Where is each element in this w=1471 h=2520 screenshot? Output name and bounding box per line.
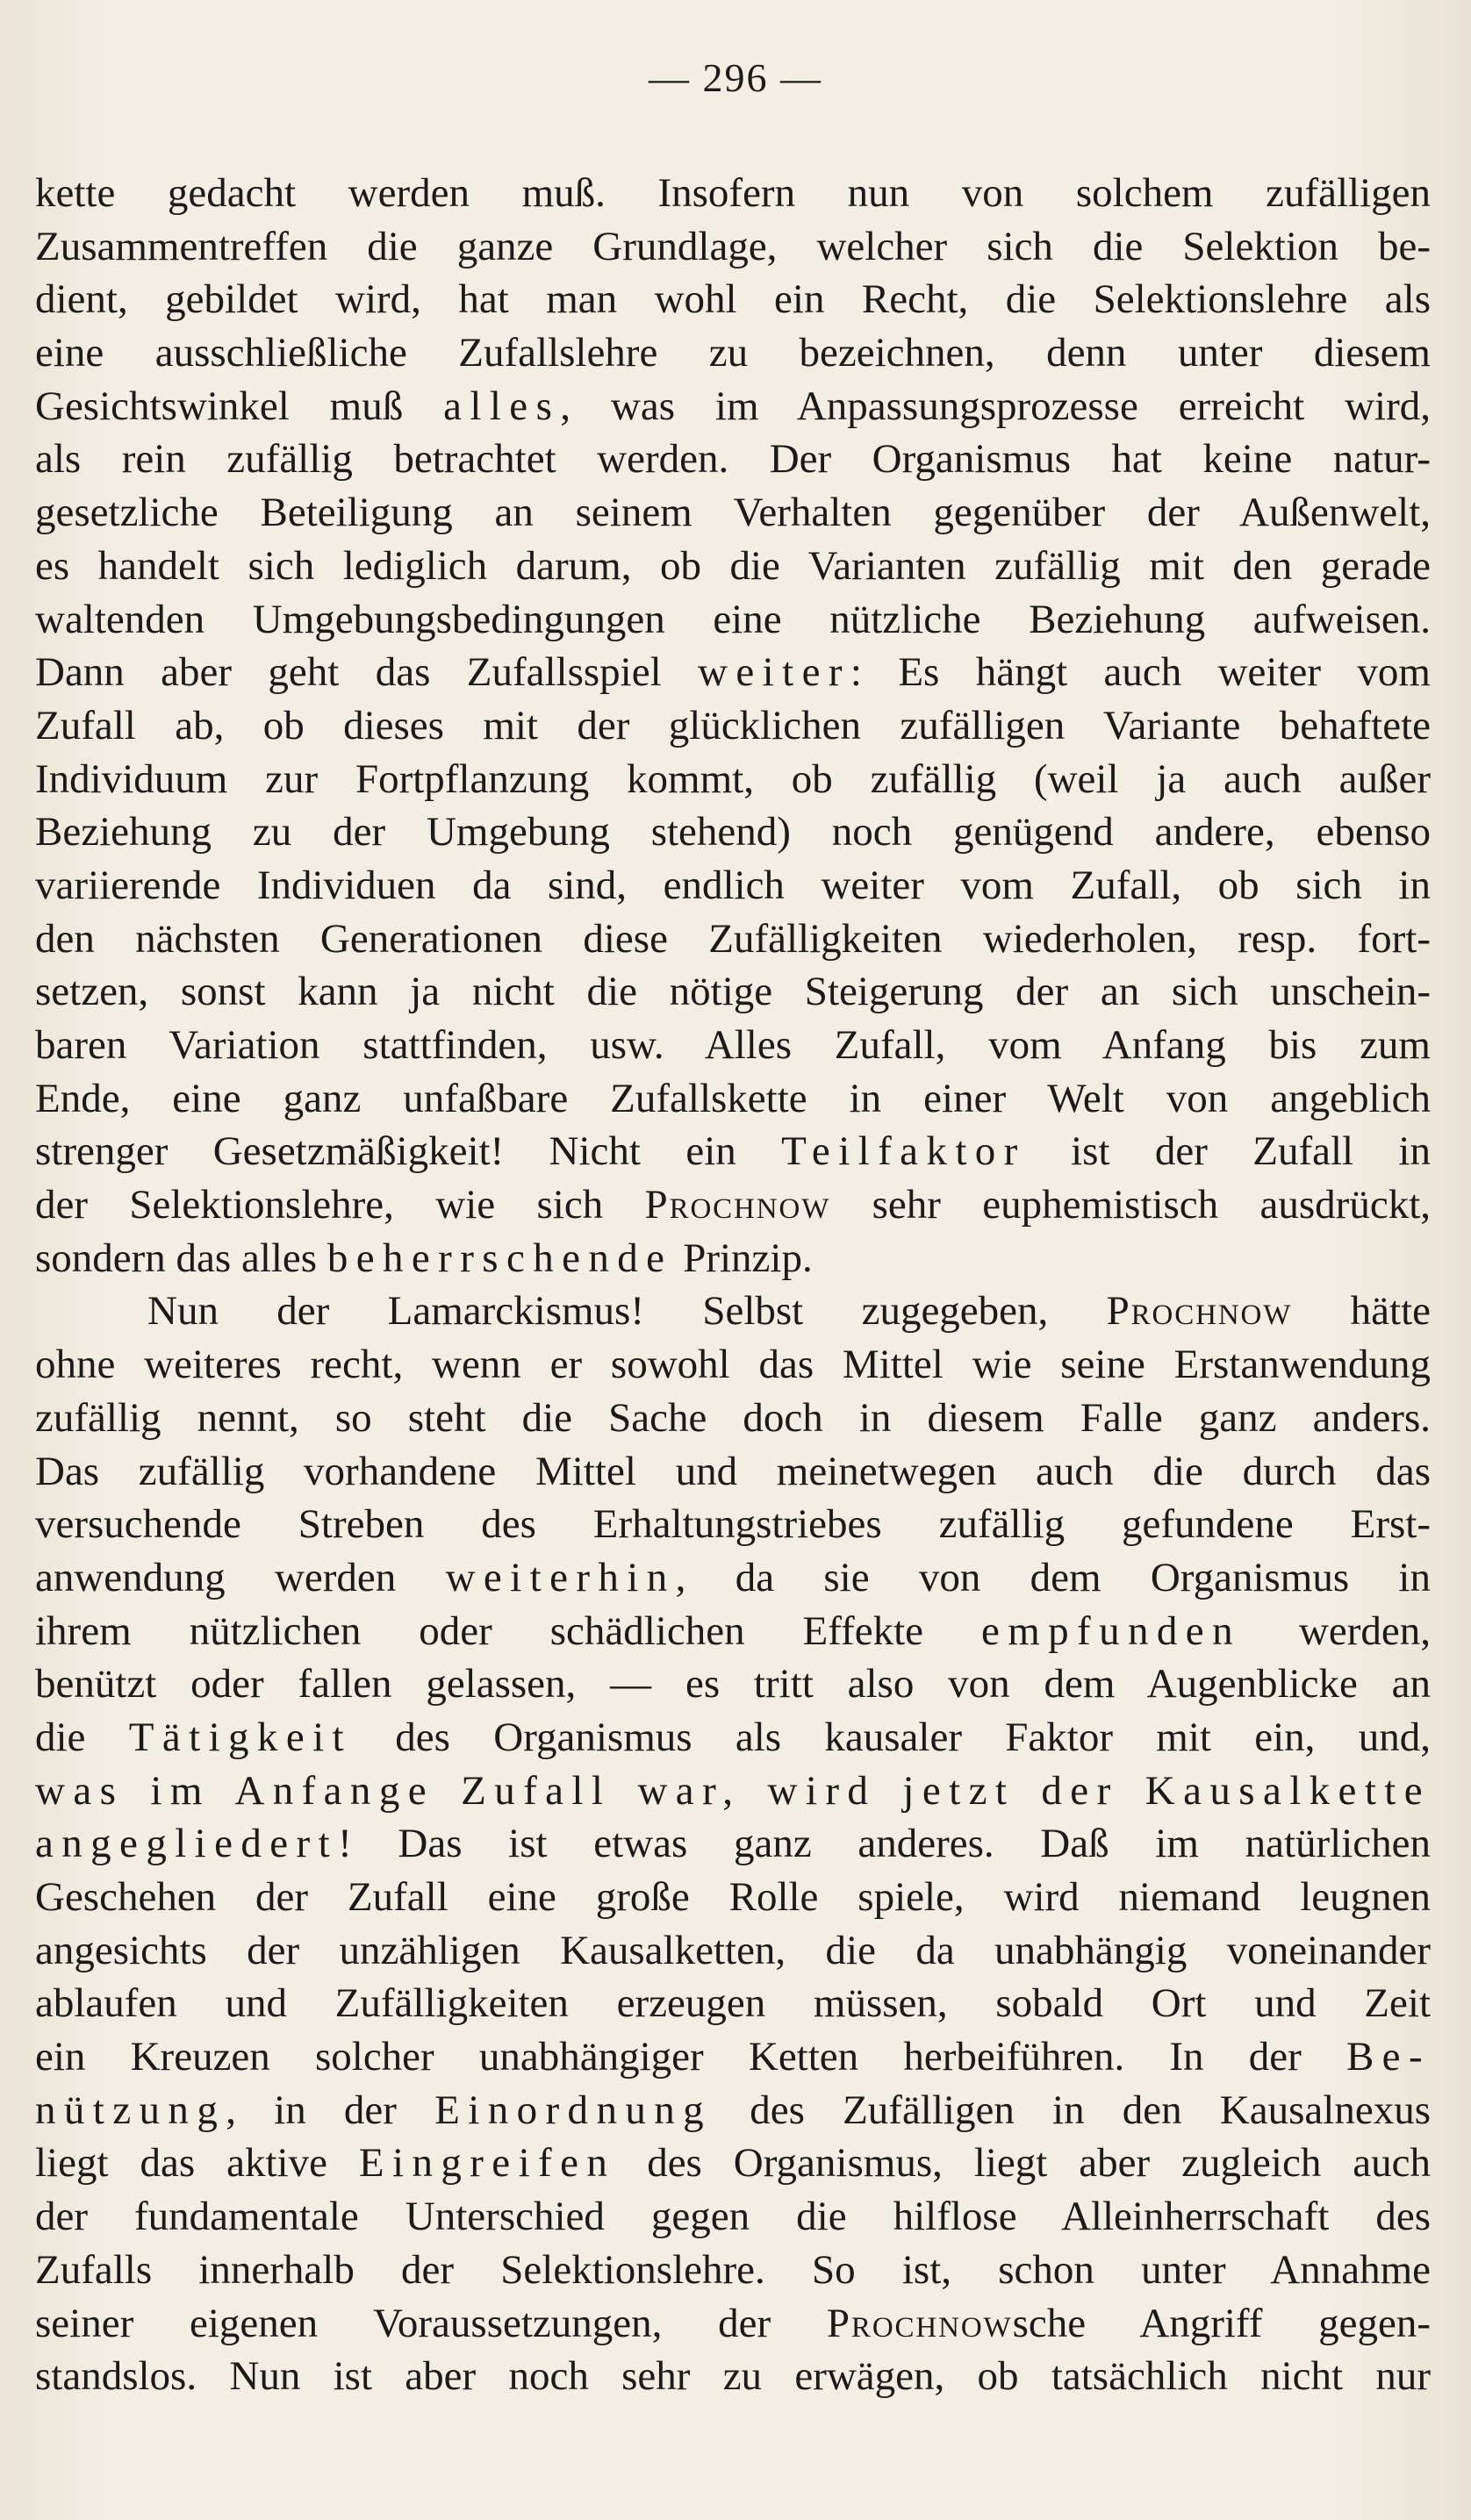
text-run: waltenden Umgebungsbedingungen eine nützliche Beziehung aufweisen. bbox=[35, 596, 1431, 642]
text-line bbox=[35, 1657, 1431, 1711]
text-line bbox=[35, 753, 1431, 806]
text-run: die bbox=[35, 1714, 129, 1760]
text-run: angesichts der unzähligen Kausalketten, die da unabhängig voneinander bbox=[35, 1927, 1431, 1973]
text-line bbox=[35, 433, 1431, 486]
text-line bbox=[35, 273, 1431, 326]
text-run: , da sie von dem Organismus in bbox=[675, 1554, 1431, 1600]
author-name: Prochnow bbox=[1106, 1288, 1293, 1335]
text-run: sche Angriff gegen- bbox=[1012, 2300, 1431, 2346]
text-line bbox=[35, 1977, 1431, 2030]
spaced-emphasis: Teilfaktor bbox=[781, 1128, 1026, 1175]
spaced-emphasis: nützung bbox=[35, 2087, 226, 2133]
text-run: Individuum zur Fortpflanzung kommt, ob zufällig (weil ja auch außer bbox=[35, 755, 1431, 802]
spaced-emphasis: Eingreifen bbox=[358, 2140, 616, 2187]
text-run: eine ausschließliche Zufallslehre zu bezeichnen, denn unter diesem bbox=[35, 330, 1431, 376]
text-run: den nächsten Generationen diese Zufälligkeiten wiederholen, resp. fort- bbox=[35, 915, 1431, 962]
text-line bbox=[35, 699, 1431, 753]
text-line bbox=[35, 2297, 1431, 2351]
text-run: anwendung werden bbox=[35, 1554, 446, 1600]
text-run: ohne weiteres recht, wenn er sowohl das Mittel wie seine Erstanwendung bbox=[35, 1342, 1431, 1388]
text-line bbox=[35, 913, 1431, 966]
text-run: gesetzliche Beteiligung an seinem Verhalten gegenüber der Außenwelt, bbox=[35, 490, 1431, 536]
text-line bbox=[35, 1498, 1431, 1551]
text-run: baren Variation stattfinden, usw. Alles Zufall, vom Anfang bis zum bbox=[35, 1022, 1431, 1068]
spaced-emphasis: Einordnung bbox=[434, 2087, 713, 2133]
text-run: Dann aber geht das Zufallsspiel bbox=[35, 649, 699, 696]
text-line bbox=[35, 1445, 1431, 1499]
text-line bbox=[35, 540, 1431, 593]
text-run: werden, bbox=[1240, 1607, 1431, 1654]
text-line bbox=[35, 380, 1431, 433]
text-line bbox=[35, 486, 1431, 540]
text-run: als rein zufällig betrachtet werden. Der Organismus hat keine natur- bbox=[35, 436, 1431, 483]
text-line bbox=[35, 2190, 1431, 2244]
text-line bbox=[35, 1019, 1431, 1072]
text-run: es handelt sich lediglich darum, ob die Varianten zufällig mit den gerade bbox=[35, 542, 1431, 589]
text-line bbox=[35, 593, 1431, 647]
text-run: dient, gebildet wird, hat man wohl ein Recht, die Selektionslehre als bbox=[35, 276, 1431, 323]
text-run: Prinzip. bbox=[672, 1235, 813, 1281]
author-name: Prochnow bbox=[644, 1182, 831, 1228]
text-run: , was im Anpassungsprozesse erreicht wird, bbox=[560, 383, 1431, 429]
text-run: Zufall ab, ob dieses mit der glücklichen zufälligen Variante behaftete bbox=[35, 702, 1431, 748]
spaced-emphasis: weiterhin bbox=[445, 1554, 676, 1600]
text-run: sehr euphemistisch ausdrückt, bbox=[830, 1182, 1431, 1228]
text-line bbox=[35, 2244, 1431, 2297]
text-run: benützt oder fallen gelassen, — es tritt also von dem Augenblicke an bbox=[35, 1661, 1431, 1707]
text-line bbox=[35, 965, 1431, 1019]
text-run: Zufalls innerhalb der Selektionslehre. So ist, schon unter Annahme bbox=[35, 2246, 1431, 2293]
text-run: ein Kreuzen solcher unabhängiger Ketten herbeiführen. In der bbox=[35, 2034, 1346, 2080]
text-run: sondern das alles bbox=[35, 1235, 327, 1281]
text-line bbox=[35, 2137, 1431, 2190]
text-run: ihrem nützlichen oder schädlichen Effekte bbox=[35, 1607, 981, 1654]
text-run: des Organismus, liegt aber zugleich auch bbox=[615, 2140, 1431, 2187]
text-run: setzen, sonst kann ja nicht die nötige Steigerung der an sich unschein- bbox=[35, 969, 1431, 1015]
body-text bbox=[35, 167, 1431, 2403]
text-line bbox=[35, 1232, 1431, 1285]
spaced-emphasis: empfunden bbox=[980, 1607, 1241, 1654]
text-run: kette gedacht werden muß. Insofern nun von solchem zufälligen bbox=[35, 170, 1431, 216]
page-number: — 296 — bbox=[649, 55, 822, 100]
text-line bbox=[35, 1178, 1431, 1232]
text-run: : Es hängt auch weiter vom bbox=[850, 649, 1431, 696]
text-run: ist der Zufall in bbox=[1025, 1128, 1431, 1175]
text-line bbox=[35, 1605, 1431, 1658]
spaced-emphasis: was im Anfange Zufall war, wird jetzt der Kausalkette bbox=[35, 1767, 1431, 1814]
text-line bbox=[35, 2350, 1431, 2403]
text-line bbox=[35, 2030, 1431, 2084]
text-run: zufällig nennt, so steht die Sache doch in diesem Falle ganz anders. bbox=[35, 1394, 1431, 1441]
text-run: der Selektionslehre, wie sich bbox=[35, 1182, 645, 1228]
text-line bbox=[35, 326, 1431, 380]
spaced-emphasis: angegliedert bbox=[35, 1821, 339, 1867]
text-run: Gesichtswinkel muß bbox=[35, 383, 444, 429]
text-run: Das zufällig vorhandene Mittel und meinetwegen auch die durch das bbox=[35, 1448, 1431, 1494]
spaced-emphasis: beherrschende bbox=[326, 1235, 673, 1281]
spaced-emphasis: Be- bbox=[1345, 2034, 1431, 2080]
text-line bbox=[35, 1817, 1431, 1871]
text-line bbox=[35, 1871, 1431, 1924]
text-run: strenger Gesetzmäßigkeit! Nicht ein bbox=[35, 1128, 782, 1175]
spaced-emphasis: Tätigkeit bbox=[128, 1714, 352, 1760]
text-run: ablaufen und Zufälligkeiten erzeugen müssen, sobald Ort und Zeit bbox=[35, 1980, 1431, 2027]
text-run: des Organismus als kausaler Faktor mit ein, und, bbox=[352, 1714, 1431, 1760]
text-line bbox=[35, 1338, 1431, 1392]
text-line bbox=[35, 1392, 1431, 1445]
text-line bbox=[35, 1551, 1431, 1605]
text-line bbox=[35, 1765, 1431, 1818]
text-run: versuchende Streben des Erhaltungstriebes zufällig gefundene Erst- bbox=[35, 1501, 1431, 1548]
text-run: seiner eigenen Voraussetzungen, der bbox=[35, 2300, 827, 2346]
text-run: Beziehung zu der Umgebung stehend) noch genügend andere, ebenso bbox=[35, 809, 1431, 856]
text-line bbox=[35, 1125, 1431, 1178]
text-line bbox=[35, 1285, 1431, 1338]
text-run: Nun der Lamarckismus! Selbst zugegeben, bbox=[147, 1288, 1107, 1335]
text-run: variierende Individuen da sind, endlich weiter vom Zufall, ob sich in bbox=[35, 862, 1431, 908]
text-line bbox=[35, 1924, 1431, 1978]
spaced-emphasis: weiter bbox=[698, 649, 850, 696]
text-run: Geschehen der Zufall eine große Rolle spiele, wird niemand leugnen bbox=[35, 1874, 1431, 1920]
text-line bbox=[35, 646, 1431, 699]
text-run: des Zufälligen in den Kausalnexus bbox=[712, 2087, 1431, 2133]
text-run: , in der bbox=[226, 2087, 435, 2133]
text-run: Ende, eine ganz unfaßbare Zufallskette in einer Welt von angeblich bbox=[35, 1075, 1431, 1121]
text-run: standslos. Nun ist aber noch sehr zu erwägen, ob tatsächlich nicht nur bbox=[35, 2353, 1431, 2400]
text-run: ! Das ist etwas ganz anderes. Daß im natürlichen bbox=[338, 1821, 1431, 1867]
text-line bbox=[35, 1072, 1431, 1126]
spaced-emphasis: alles bbox=[443, 383, 561, 429]
text-run: hätte bbox=[1292, 1288, 1431, 1335]
text-run: liegt das aktive bbox=[35, 2140, 359, 2187]
text-run: Zusammentreffen die ganze Grundlage, welcher sich die Selektion be- bbox=[35, 223, 1431, 269]
text-line bbox=[35, 805, 1431, 859]
author-name: Prochnow bbox=[826, 2300, 1013, 2346]
text-line bbox=[35, 1711, 1431, 1765]
text-run: der fundamentale Unterschied gegen die hilflose Alleinherrschaft des bbox=[35, 2194, 1431, 2240]
text-line bbox=[35, 167, 1431, 220]
text-line bbox=[35, 220, 1431, 274]
text-line bbox=[35, 2084, 1431, 2137]
text-line bbox=[35, 859, 1431, 913]
